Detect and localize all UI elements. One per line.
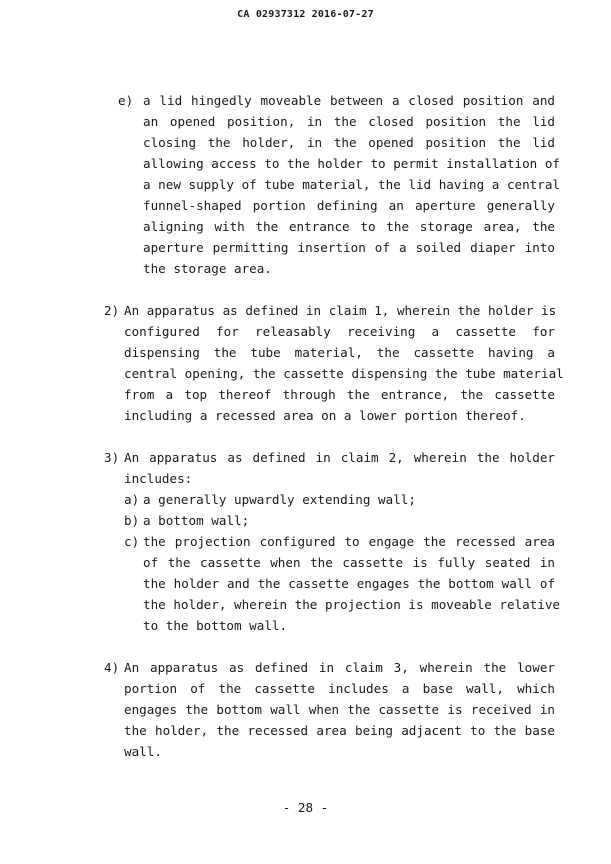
claim-3-sub-a-label: a)	[124, 492, 140, 507]
item-e-line-6: funnel-shaped portion defining an aperture generally	[143, 198, 555, 213]
item-e-line-5: a new supply of tube material, the lid having a central	[143, 177, 561, 192]
claim-2-line-2: configured for releasably receiving a cassette for	[124, 324, 555, 339]
claim-3-sub-c-line-2: of the cassette when the cassette is fully seated in	[143, 555, 555, 570]
claim-3-sub-a-text: a generally upwardly extending wall;	[143, 492, 416, 507]
item-e-line-4: allowing access to the holder to permit installation of	[143, 156, 561, 171]
claim-2-line-6: including a recessed area on a lower portion thereof.	[124, 408, 526, 423]
claim-4-number: 4)	[104, 660, 120, 675]
claim-3-sub-c-line-5: to the bottom wall.	[143, 618, 288, 633]
document-date: 2016-07-27	[311, 9, 374, 20]
claim-3-sub-c-line-4: the holder, wherein the projection is moveable relative	[143, 597, 561, 612]
item-e-line-8: aperture permitting insertion of a soiled diaper into	[143, 240, 555, 255]
item-e-line-9: the storage area.	[143, 261, 272, 276]
claim-3-number: 3)	[104, 450, 120, 465]
page-number: - 28 -	[282, 800, 329, 815]
item-e-line-3: closing the holder, in the opened position the lid	[143, 135, 555, 150]
claim-4-line-1: An apparatus as defined in claim 3, wherein the lower	[124, 660, 555, 675]
claim-2-line-3: dispensing the tube material, the cassette having a	[124, 345, 555, 360]
document-id: CA 02937312	[237, 9, 306, 20]
claim-3-sub-c-line-3: the holder and the cassette engages the bottom wall of	[143, 576, 555, 591]
claim-4-line-4: the holder, the recessed area being adjacent to the base	[124, 723, 555, 738]
claim-2-line-4: central opening, the cassette dispensing the tube material	[124, 366, 564, 381]
claim-4-line-5: wall.	[124, 744, 162, 759]
claim-3-sub-b-text: a bottom wall;	[143, 513, 250, 528]
claim-2-line-5: from a top thereof through the entrance, the cassette	[124, 387, 555, 402]
item-e-label: e)	[118, 93, 134, 108]
claim-2-line-1: An apparatus as defined in claim 1, wherein the holder is	[124, 303, 557, 318]
claim-3-sub-c-line-1: the projection configured to engage the recessed area	[143, 534, 555, 549]
item-e-line-7: aligning with the entrance to the storage area, the	[143, 219, 555, 234]
item-e-line-1: a lid hingedly moveable between a closed position and	[143, 93, 555, 108]
claim-4-line-3: engages the bottom wall when the cassette is received in	[124, 702, 555, 717]
claim-3-line-2: includes:	[124, 471, 193, 486]
claim-2-number: 2)	[104, 303, 120, 318]
claim-3-sub-b-label: b)	[124, 513, 140, 528]
claim-4-line-2: portion of the cassette includes a base wall, which	[124, 681, 555, 696]
item-e-line-2: an opened position, in the closed position the lid	[143, 114, 555, 129]
claim-3-sub-c-label: c)	[124, 534, 140, 549]
document-header	[0, 9, 611, 20]
claim-3-line-1: An apparatus as defined in claim 2, wherein the holder	[124, 450, 555, 465]
